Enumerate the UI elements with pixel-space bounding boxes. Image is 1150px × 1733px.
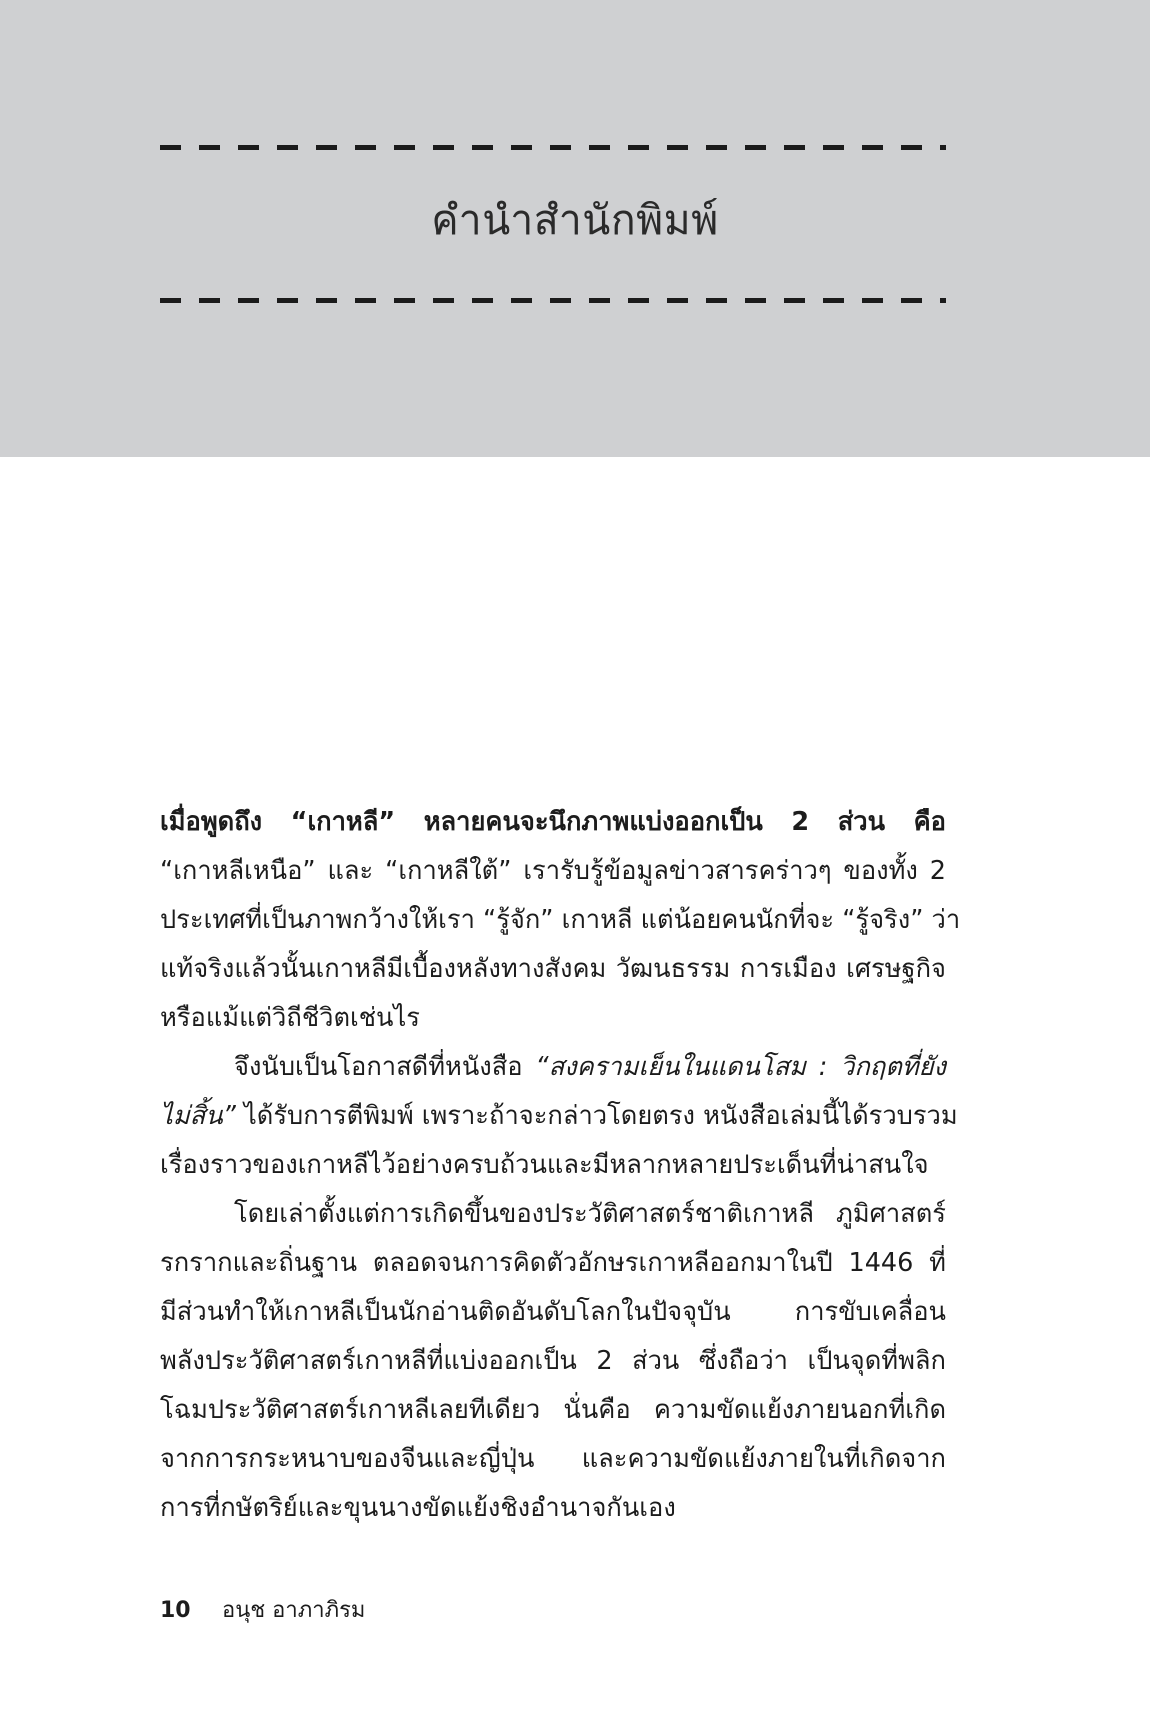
body-line: แท้จริงแล้วนั้นเกาหลีมีเบื้องหลังทางสังคม วัฒนธรรม การเมือง เศรษฐกิจ	[160, 954, 946, 984]
author-name: อนุช อาภาภิรม	[222, 1598, 366, 1623]
chapter-title: คำนำสำนักพิมพ์	[431, 196, 719, 244]
dashed-rule-top	[160, 145, 946, 150]
body-line: โฉมประวัติศาสตร์เกาหลีเลยทีเดียว นั่นคือ ความขัดแย้งภายนอกที่เกิด	[160, 1395, 946, 1425]
body-text	[160, 798, 961, 1533]
body-text-run: ได้รับการตีพิมพ์ เพราะถ้าจะกล่าวโดยตรง หนังสือเล่มนี้ได้รวบรวม	[243, 1101, 958, 1131]
book-title-italic: “สงครามเย็นในแดนโสม : วิกฤตที่ยัง	[535, 1052, 946, 1082]
body-line: มีส่วนทำให้เกาหลีเป็นนักอ่านติดอันดับโลกในปัจจุบัน การขับเคลื่อน	[160, 1297, 946, 1327]
body-line: จากการกระหนาบของจีนและญี่ปุ่น และความขัดแย้งภายในที่เกิดจาก	[160, 1444, 946, 1474]
body-line: ประเทศที่เป็นภาพกว้างให้เรา “รู้จัก” เกาหลี แต่น้อยคนนักที่จะ “รู้จริง” ว่า	[160, 905, 961, 935]
body-line: เรื่องราวของเกาหลีไว้อย่างครบถ้วนและมีหลากหลายประเด็นที่น่าสนใจ	[160, 1150, 929, 1180]
dashed-rule-bottom	[160, 298, 946, 303]
book-title-italic: ไม่สิ้น”	[160, 1101, 236, 1131]
body-line: “เกาหลีเหนือ” และ “เกาหลีใต้” เรารับรู้ข้อมูลข่าวสารคร่าวๆ ของทั้ง 2	[160, 856, 946, 886]
body-line	[160, 1092, 958, 1141]
chapter-header-band	[0, 0, 1150, 457]
body-line: หรือแม้แต่วิถีชีวิตเช่นไร	[160, 1003, 420, 1033]
body-line: การที่กษัตริย์และขุนนางขัดแย้งชิงอำนาจกันเอง	[160, 1493, 676, 1523]
body-line	[160, 1043, 946, 1092]
body-line: โดยเล่าตั้งแต่การเกิดขึ้นของประวัติศาสตร์ชาติเกาหลี ภูมิศาสตร์	[234, 1199, 946, 1229]
page-footer	[160, 1596, 365, 1626]
body-line: รกรากและถิ่นฐาน ตลอดจนการคิดตัวอักษรเกาหลีออกมาในปี 1446 ที่	[160, 1248, 946, 1278]
page-number: 10	[160, 1598, 191, 1623]
body-line: เมื่อพูดถึง “เกาหลี” หลายคนจะนึกภาพแบ่งออกเป็น 2 ส่วน คือ	[160, 807, 946, 837]
body-line: พลังประวัติศาสตร์เกาหลีที่แบ่งออกเป็น 2 ส่วน ซึ่งถือว่า เป็นจุดที่พลิก	[160, 1346, 946, 1376]
body-text-run: จึงนับเป็นโอกาสดีที่หนังสือ	[234, 1052, 523, 1082]
